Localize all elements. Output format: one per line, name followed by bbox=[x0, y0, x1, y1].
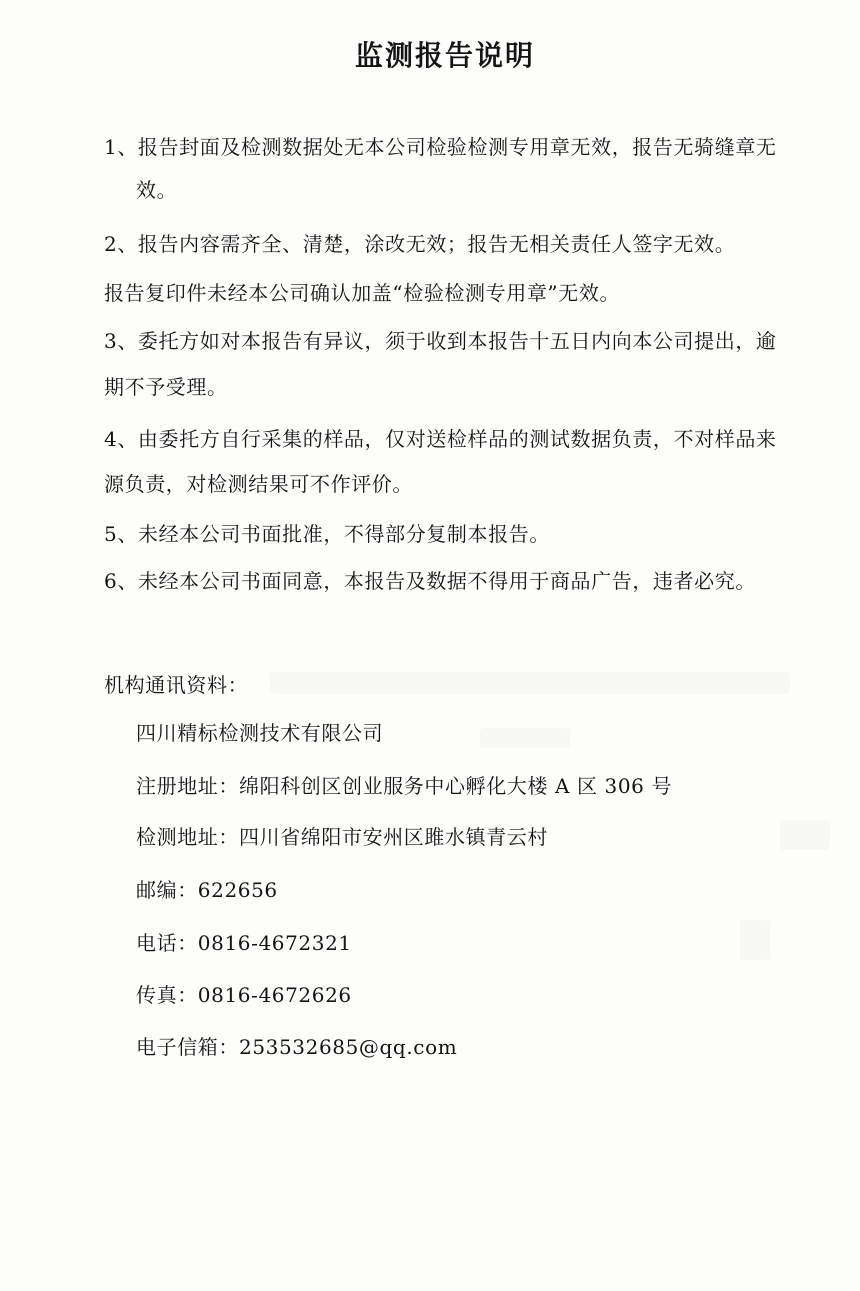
testing-address: 检测地址：四川省绵阳市安州区雎水镇青云村 bbox=[136, 825, 548, 849]
note-1-line-2: 效。 bbox=[136, 178, 178, 202]
email-address: 电子信箱：253532685@qq.com bbox=[136, 1035, 458, 1059]
registered-address: 注册地址：绵阳科创区创业服务中心孵化大楼 A 区 306 号 bbox=[136, 774, 673, 798]
scan-bleed-mark bbox=[270, 672, 790, 694]
page-title: 监测报告说明 bbox=[354, 39, 535, 72]
note-2-copy: 报告复印件未经本公司确认加盖“检验检测专用章”无效。 bbox=[104, 281, 621, 305]
note-4-line-1: 4、由委托方自行采集的样品，仅对送检样品的测试数据负责，不对样品来 bbox=[104, 427, 777, 451]
note-1-line-1: 1、报告封面及检测数据处无本公司检验检测专用章无效，报告无骑缝章无 bbox=[104, 135, 777, 159]
phone-number: 电话：0816-4672321 bbox=[136, 931, 352, 955]
fax-number: 传真：0816-4672626 bbox=[136, 983, 352, 1007]
note-2: 2、报告内容需齐全、清楚，涂改无效；报告无相关责任人签字无效。 bbox=[104, 232, 736, 256]
postcode: 邮编：622656 bbox=[136, 878, 278, 902]
note-4-line-2: 源负责，对检测结果可不作评价。 bbox=[104, 472, 413, 496]
company-name: 四川精标检测技术有限公司 bbox=[136, 721, 384, 745]
note-3-line-1: 3、委托方如对本报告有异议，须于收到本报告十五日内向本公司提出，逾 bbox=[104, 329, 777, 353]
note-5: 5、未经本公司书面批准，不得部分复制本报告。 bbox=[104, 522, 550, 546]
note-3-line-2: 期不予受理。 bbox=[104, 375, 228, 399]
contact-heading: 机构通讯资料： bbox=[104, 673, 249, 697]
scan-bleed-mark bbox=[480, 728, 570, 748]
scan-bleed-mark bbox=[780, 820, 830, 850]
scan-bleed-mark bbox=[740, 920, 770, 960]
note-6: 6、未经本公司书面同意，本报告及数据不得用于商品广告，违者必究。 bbox=[104, 569, 756, 593]
